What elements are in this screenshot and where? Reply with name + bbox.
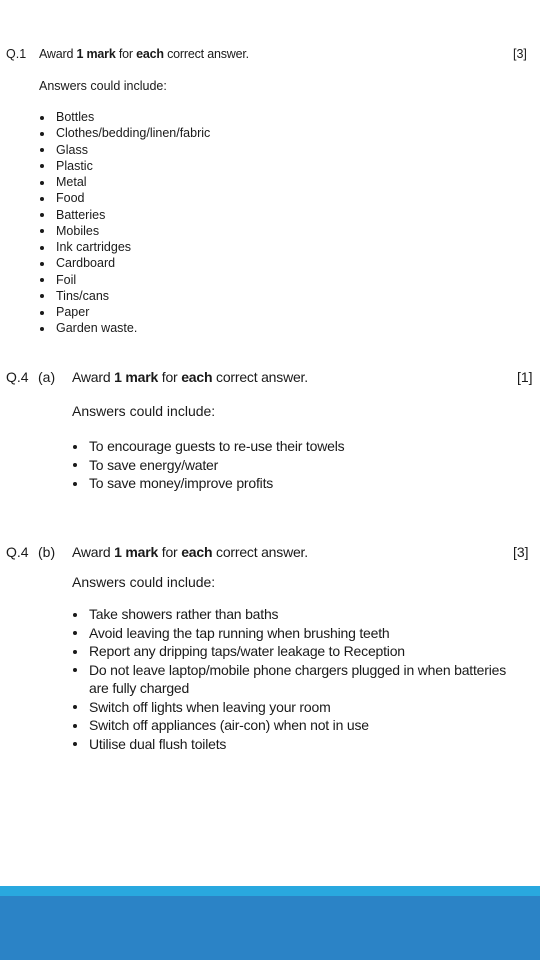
q1-intro: Answers could include: <box>39 79 167 93</box>
list-item: Ink cartridges <box>38 239 210 255</box>
q4a-award-bold2: each <box>181 369 213 385</box>
footer-stripe <box>0 886 540 896</box>
q1-number: Q.1 <box>6 47 27 61</box>
list-item: Clothes/bedding/linen/fabric <box>38 125 210 141</box>
q4b-number: Q.4 <box>6 544 29 560</box>
list-item: Plastic <box>38 158 210 174</box>
q4a-marks: [1] <box>517 369 533 385</box>
list-item: Bottles <box>38 109 210 125</box>
q1-award-post: correct answer. <box>163 47 249 61</box>
list-item: Switch off appliances (air-con) when not in use <box>71 716 511 735</box>
q4b-award-bold: 1 mark <box>114 544 159 560</box>
list-item: Glass <box>38 142 210 158</box>
q1-award-bold: 1 mark <box>76 47 116 61</box>
q4a-answer-list <box>71 437 344 493</box>
q1-marks: [3] <box>513 47 527 61</box>
q4b-answer-list <box>71 605 511 753</box>
q4a-award-mid: for <box>158 369 182 385</box>
list-item: Tins/cans <box>38 288 210 304</box>
list-item: Report any dripping taps/water leakage to Reception <box>71 642 511 661</box>
list-item: Utilise dual flush toilets <box>71 735 511 754</box>
q4a-award-post: correct answer. <box>212 369 308 385</box>
q4a-award-line <box>72 369 308 385</box>
footer-band <box>0 896 540 960</box>
q4b-award-mid: for <box>158 544 182 560</box>
list-item: Take showers rather than baths <box>71 605 511 624</box>
list-item: Cardboard <box>38 255 210 271</box>
q1-answer-list <box>38 109 210 337</box>
list-item: Garden waste. <box>38 320 210 336</box>
q4b-award-pre: Award <box>72 544 115 560</box>
list-item: Metal <box>38 174 210 190</box>
list-item: Avoid leaving the tap running when brushing teeth <box>71 624 511 643</box>
q4b-award-post: correct answer. <box>212 544 308 560</box>
list-item: To save energy/water <box>71 456 344 475</box>
q4b-award-bold2: each <box>181 544 213 560</box>
list-item: To save money/improve profits <box>71 474 344 493</box>
q1-award-bold2: each <box>136 47 164 61</box>
list-item: Mobiles <box>38 223 210 239</box>
list-item: Do not leave laptop/mobile phone chargers plugged in when batteries are fully charged <box>71 661 511 698</box>
q4a-part: (a) <box>38 369 56 385</box>
q4a-intro: Answers could include: <box>72 403 216 419</box>
q4a-award-bold: 1 mark <box>114 369 159 385</box>
q1-award-line <box>39 47 249 61</box>
q4b-intro: Answers could include: <box>72 574 216 590</box>
q4b-part: (b) <box>38 544 56 560</box>
q4b-marks: [3] <box>513 544 529 560</box>
list-item: To encourage guests to re-use their towels <box>71 437 344 456</box>
list-item: Foil <box>38 272 210 288</box>
q1-award-pre: Award <box>39 47 77 61</box>
q4b-award-line <box>72 544 308 560</box>
list-item: Switch off lights when leaving your room <box>71 698 511 717</box>
list-item: Food <box>38 190 210 206</box>
list-item: Batteries <box>38 207 210 223</box>
list-item: Paper <box>38 304 210 320</box>
q4a-number: Q.4 <box>6 369 29 385</box>
q4a-award-pre: Award <box>72 369 115 385</box>
q1-award-mid: for <box>115 47 137 61</box>
